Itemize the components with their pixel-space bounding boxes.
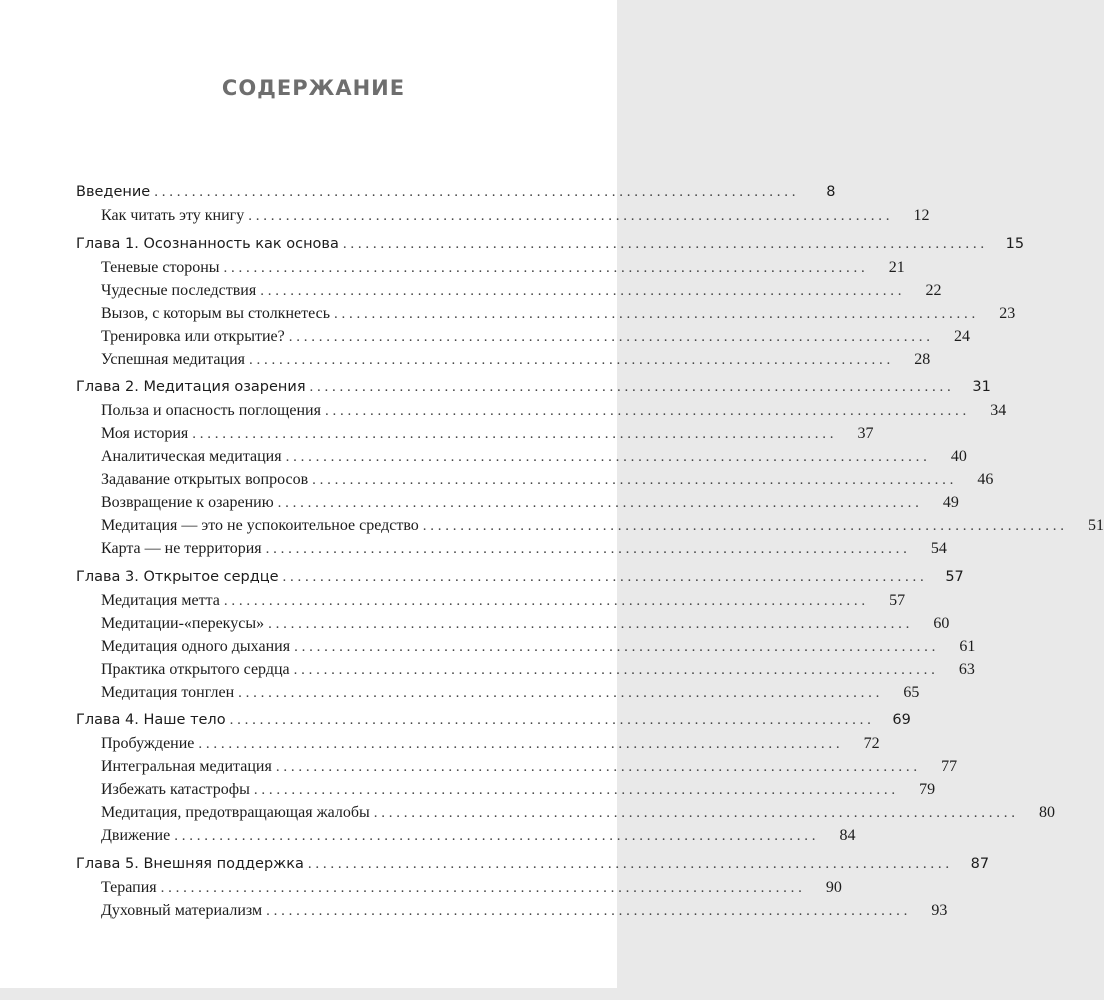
toc-chapter-entry <box>76 712 911 735</box>
toc-subsection-entry-label: Движение <box>101 827 171 845</box>
dot-leader: . . . . . . . . . . . . . . . . . . . . . . . . . . . . . . . . . . . . . . . . . . . . . . . . . . . . . . . . . . . . . . . . . . . . . . . . . . . . . . . . . . . . . . <box>223 259 865 276</box>
toc-subsection-entry <box>76 402 1007 425</box>
table-of-contents <box>76 184 1104 931</box>
toc-subsection-entry <box>76 660 975 684</box>
dot-leader: . . . . . . . . . . . . . . . . . . . . . . . . . . . . . . . . . . . . . . . . . . . . . . . . . . . . . . . . . . . . . . . . . . . . . . . . . . . . . . . . . . . . . . <box>154 184 796 200</box>
toc-subsection-entry-label: Терапия <box>101 878 157 896</box>
dot-leader: . . . . . . . . . . . . . . . . . . . . . . . . . . . . . . . . . . . . . . . . . . . . . . . . . . . . . . . . . . . . . . . . . . . . . . . . . . . . . . . . . . . . . . <box>238 684 880 701</box>
toc-chapter-entry-label: Глава 3. Открытое сердце <box>76 568 279 585</box>
dot-leader: . . . . . . . . . . . . . . . . . . . . . . . . . . . . . . . . . . . . . . . . . . . . . . . . . . . . . . . . . . . . . . . . . . . . . . . . . . . . . . . . . . . . . . <box>277 495 919 512</box>
toc-subsection-entry-page-number: 12 <box>913 207 930 224</box>
toc-chapter-entry-page-number: 15 <box>1005 235 1025 252</box>
toc-subsection-entry-label: Медитация метта <box>101 591 220 609</box>
toc-subsection-entry-label: Тренировка или открытие? <box>101 327 285 345</box>
toc-subsection-entry-page-number: 57 <box>889 591 906 609</box>
toc-subsection-entry-label: Вызов, с которым вы столкнетесь <box>101 304 330 322</box>
dot-leader: . . . . . . . . . . . . . . . . . . . . . . . . . . . . . . . . . . . . . . . . . . . . . . . . . . . . . . . . . . . . . . . . . . . . . . . . . . . . . . . . . . . . . . <box>265 541 907 558</box>
toc-subsection-entry <box>76 207 930 230</box>
toc-subsection-entry-page-number: 63 <box>958 660 975 678</box>
toc-subsection-entry-label: Медитация одного дыхания <box>101 637 291 655</box>
toc-subsection-entry-label: Медитации-«перекусы» <box>101 614 265 632</box>
toc-subsection-entry <box>76 494 959 517</box>
toc-subsection-entry <box>76 804 1055 827</box>
toc-chapter-entry <box>76 379 991 402</box>
toc-subsection-entry-label: Медитация — это не успокоительное средство <box>101 517 419 535</box>
toc-subsection-entry <box>76 683 920 707</box>
toc-subsection-entry-label: Карта — не территория <box>101 540 262 558</box>
toc-subsection-entry-page-number: 72 <box>863 735 880 753</box>
toc-section <box>76 568 976 707</box>
toc-subsection-entry-page-number: 28 <box>914 350 931 368</box>
toc-subsection-entry-page-number: 77 <box>941 758 958 776</box>
dot-leader: . . . . . . . . . . . . . . . . . . . . . . . . . . . . . . . . . . . . . . . . . . . . . . . . . . . . . . . . . . . . . . . . . . . . . . . . . . . . . . . . . . . . . . <box>160 879 802 896</box>
toc-subsection-entry-label: Практика открытого сердца <box>101 660 290 678</box>
toc-subsection-entry-label: Возвращение к озарению <box>101 494 274 512</box>
dot-leader: . . . . . . . . . . . . . . . . . . . . . . . . . . . . . . . . . . . . . . . . . . . . . . . . . . . . . . . . . . . . . . . . . . . . . . . . . . . . . . . . . . . . . . <box>248 208 890 224</box>
dot-leader: . . . . . . . . . . . . . . . . . . . . . . . . . . . . . . . . . . . . . . . . . . . . . . . . . . . . . . . . . . . . . . . . . . . . . . . . . . . . . . . . . . . . . . <box>229 712 871 729</box>
toc-subsection-entry-label: Медитация тонглен <box>101 683 235 701</box>
toc-subsection-entry-label: Избежать катастрофы <box>101 781 250 799</box>
dot-leader: . . . . . . . . . . . . . . . . . . . . . . . . . . . . . . . . . . . . . . . . . . . . . . . . . . . . . . . . . . . . . . . . . . . . . . . . . . . . . . . . . . . . . . <box>373 805 1015 822</box>
toc-section <box>76 379 1104 563</box>
page-title: СОДЕРЖАНИЕ <box>221 76 406 100</box>
dot-leader: . . . . . . . . . . . . . . . . . . . . . . . . . . . . . . . . . . . . . . . . . . . . . . . . . . . . . . . . . . . . . . . . . . . . . . . . . . . . . . . . . . . . . . <box>342 235 985 252</box>
toc-subsection-entry <box>76 901 948 925</box>
toc-subsection-entry <box>76 350 931 374</box>
toc-subsection-entry-label: Польза и опасность поглощения <box>101 402 321 420</box>
toc-subsection-entry-page-number: 40 <box>950 448 967 466</box>
dot-leader: . . . . . . . . . . . . . . . . . . . . . . . . . . . . . . . . . . . . . . . . . . . . . . . . . . . . . . . . . . . . . . . . . . . . . . . . . . . . . . . . . . . . . . <box>309 379 951 396</box>
toc-subsection-entry-label: Аналитическая медитация <box>101 448 282 466</box>
dot-leader: . . . . . . . . . . . . . . . . . . . . . . . . . . . . . . . . . . . . . . . . . . . . . . . . . . . . . . . . . . . . . . . . . . . . . . . . . . . . . . . . . . . . . . <box>294 638 936 655</box>
toc-subsection-entry-page-number: 61 <box>959 637 976 655</box>
toc-chapter-entry-label: Глава 4. Наше тело <box>76 712 226 729</box>
dot-leader: . . . . . . . . . . . . . . . . . . . . . . . . . . . . . . . . . . . . . . . . . . . . . . . . . . . . . . . . . . . . . . . . . . . . . . . . . . . . . . . . . . . . . . <box>174 828 816 845</box>
toc-subsection-entry-page-number: 79 <box>919 781 936 799</box>
toc-subsection-entry <box>76 425 874 448</box>
dot-leader: . . . . . . . . . . . . . . . . . . . . . . . . . . . . . . . . . . . . . . . . . . . . . . . . . . . . . . . . . . . . . . . . . . . . . . . . . . . . . . . . . . . . . . <box>266 902 908 919</box>
toc-subsection-entry <box>76 781 936 804</box>
toc-subsection-entry-page-number: 80 <box>1039 804 1055 822</box>
toc-subsection-entry-label: Духовный материализм <box>101 901 263 919</box>
toc-subsection-entry <box>76 637 976 661</box>
toc-subsection-entry-page-number: 93 <box>931 901 948 919</box>
dot-leader: . . . . . . . . . . . . . . . . . . . . . . . . . . . . . . . . . . . . . . . . . . . . . . . . . . . . . . . . . . . . . . . . . . . . . . . . . . . . . . . . . . . . . . <box>275 759 918 776</box>
toc-subsection-entry-label: Теневые стороны <box>101 258 220 276</box>
toc-chapter-entry <box>76 855 990 879</box>
toc-subsection-entry-page-number: 22 <box>925 281 942 299</box>
toc-chapter-entry-label: Глава 2. Медитация озарения <box>76 379 306 396</box>
toc-subsection-entry-page-number: 24 <box>954 327 970 345</box>
toc-subsection-entry <box>76 517 1104 540</box>
toc-subsection-entry-page-number: 90 <box>825 878 842 896</box>
dot-leader: . . . . . . . . . . . . . . . . . . . . . . . . . . . . . . . . . . . . . . . . . . . . . . . . . . . . . . . . . . . . . . . . . . . . . . . . . . . . . . . . . . . . . . <box>312 472 954 489</box>
toc-chapter-entry-page-number: 57 <box>945 568 964 585</box>
toc-subsection-entry <box>76 448 967 471</box>
dot-leader: . . . . . . . . . . . . . . . . . . . . . . . . . . . . . . . . . . . . . . . . . . . . . . . . . . . . . . . . . . . . . . . . . . . . . . . . . . . . . . . . . . . . . . <box>334 305 976 322</box>
toc-section <box>76 235 1025 374</box>
dot-leader: . . . . . . . . . . . . . . . . . . . . . . . . . . . . . . . . . . . . . . . . . . . . . . . . . . . . . . . . . . . . . . . . . . . . . . . . . . . . . . . . . . . . . . <box>198 736 840 753</box>
toc-subsection-entry-label: Задавание открытых вопросов <box>101 471 309 489</box>
dot-leader: . . . . . . . . . . . . . . . . . . . . . . . . . . . . . . . . . . . . . . . . . . . . . . . . . . . . . . . . . . . . . . . . . . . . . . . . . . . . . . . . . . . . . . <box>324 403 967 420</box>
dot-leader: . . . . . . . . . . . . . . . . . . . . . . . . . . . . . . . . . . . . . . . . . . . . . . . . . . . . . . . . . . . . . . . . . . . . . . . . . . . . . . . . . . . . . . <box>288 328 930 345</box>
dot-leader: . . . . . . . . . . . . . . . . . . . . . . . . . . . . . . . . . . . . . . . . . . . . . . . . . . . . . . . . . . . . . . . . . . . . . . . . . . . . . . . . . . . . . . <box>253 782 896 799</box>
toc-subsection-entry <box>76 471 994 494</box>
dot-leader: . . . . . . . . . . . . . . . . . . . . . . . . . . . . . . . . . . . . . . . . . . . . . . . . . . . . . . . . . . . . . . . . . . . . . . . . . . . . . . . . . . . . . . <box>260 282 902 299</box>
toc-subsection-entry-page-number: 34 <box>990 402 1007 420</box>
toc-subsection-entry <box>76 304 1016 328</box>
dot-leader: . . . . . . . . . . . . . . . . . . . . . . . . . . . . . . . . . . . . . . . . . . . . . . . . . . . . . . . . . . . . . . . . . . . . . . . . . . . . . . . . . . . . . . <box>282 568 924 585</box>
toc-section <box>76 855 990 925</box>
toc-subsection-entry-page-number: 37 <box>857 425 874 443</box>
toc-subsection-entry <box>76 827 856 850</box>
toc-chapter-entry <box>76 235 1025 259</box>
toc-subsection-entry <box>76 591 906 615</box>
toc-chapter-entry-page-number: 69 <box>892 712 911 729</box>
toc-subsection-entry-label: Моя история <box>101 425 189 443</box>
toc-subsection-entry <box>76 878 842 902</box>
toc-chapter-entry-label: Глава 1. Осознанность как основа <box>76 235 339 252</box>
toc-chapter-entry <box>76 184 836 207</box>
toc-chapter-entry-page-number: 87 <box>970 855 990 872</box>
dot-leader: . . . . . . . . . . . . . . . . . . . . . . . . . . . . . . . . . . . . . . . . . . . . . . . . . . . . . . . . . . . . . . . . . . . . . . . . . . . . . . . . . . . . . . <box>422 518 1065 535</box>
toc-subsection-entry <box>76 281 942 305</box>
toc-chapter-entry <box>76 568 964 592</box>
dot-leader: . . . . . . . . . . . . . . . . . . . . . . . . . . . . . . . . . . . . . . . . . . . . . . . . . . . . . . . . . . . . . . . . . . . . . . . . . . . . . . . . . . . . . . <box>293 661 935 678</box>
toc-subsection-entry-label: Медитация, предотвращающая жалобы <box>101 804 370 822</box>
toc-subsection-entry <box>76 614 950 638</box>
dot-leader: . . . . . . . . . . . . . . . . . . . . . . . . . . . . . . . . . . . . . . . . . . . . . . . . . . . . . . . . . . . . . . . . . . . . . . . . . . . . . . . . . . . . . . <box>307 855 950 872</box>
toc-chapter-entry-page-number: 8 <box>826 184 836 200</box>
toc-subsection-entry-page-number: 84 <box>839 827 856 845</box>
toc-chapter-entry-label: Введение <box>76 184 151 200</box>
toc-subsection-entry-label: Как читать эту книгу <box>101 207 245 224</box>
toc-subsection-entry <box>76 327 970 351</box>
toc-subsection-entry-label: Пробуждение <box>101 735 195 753</box>
dot-leader: . . . . . . . . . . . . . . . . . . . . . . . . . . . . . . . . . . . . . . . . . . . . . . . . . . . . . . . . . . . . . . . . . . . . . . . . . . . . . . . . . . . . . . <box>192 426 834 443</box>
toc-subsection-entry-page-number: 21 <box>888 258 905 276</box>
toc-subsection-entry-page-number: 46 <box>977 471 994 489</box>
toc-chapter-entry-page-number: 31 <box>972 379 991 396</box>
dot-leader: . . . . . . . . . . . . . . . . . . . . . . . . . . . . . . . . . . . . . . . . . . . . . . . . . . . . . . . . . . . . . . . . . . . . . . . . . . . . . . . . . . . . . . <box>285 449 927 466</box>
toc-subsection-entry <box>76 540 947 563</box>
toc-subsection-entry-page-number: 23 <box>999 304 1016 322</box>
toc-subsection-entry-label: Чудесные последствия <box>101 281 257 299</box>
toc-section <box>76 184 930 230</box>
toc-subsection-entry-page-number: 51 <box>1088 517 1104 535</box>
toc-subsection-entry <box>76 735 880 758</box>
toc-subsection-entry <box>76 758 958 781</box>
toc-section <box>76 712 1055 850</box>
toc-subsection-entry-label: Интегральная медитация <box>101 758 272 776</box>
dot-leader: . . . . . . . . . . . . . . . . . . . . . . . . . . . . . . . . . . . . . . . . . . . . . . . . . . . . . . . . . . . . . . . . . . . . . . . . . . . . . . . . . . . . . . <box>268 615 910 632</box>
toc-subsection-entry-page-number: 54 <box>930 540 947 558</box>
dot-leader: . . . . . . . . . . . . . . . . . . . . . . . . . . . . . . . . . . . . . . . . . . . . . . . . . . . . . . . . . . . . . . . . . . . . . . . . . . . . . . . . . . . . . . <box>249 351 891 368</box>
toc-subsection-entry-page-number: 65 <box>903 683 920 701</box>
toc-subsection-entry-label: Успешная медитация <box>101 350 246 368</box>
dot-leader: . . . . . . . . . . . . . . . . . . . . . . . . . . . . . . . . . . . . . . . . . . . . . . . . . . . . . . . . . . . . . . . . . . . . . . . . . . . . . . . . . . . . . . <box>223 592 866 609</box>
toc-chapter-entry-label: Глава 5. Внешняя поддержка <box>76 855 304 872</box>
toc-subsection-entry <box>76 258 905 282</box>
toc-subsection-entry-page-number: 49 <box>942 494 959 512</box>
toc-subsection-entry-page-number: 60 <box>933 614 950 632</box>
